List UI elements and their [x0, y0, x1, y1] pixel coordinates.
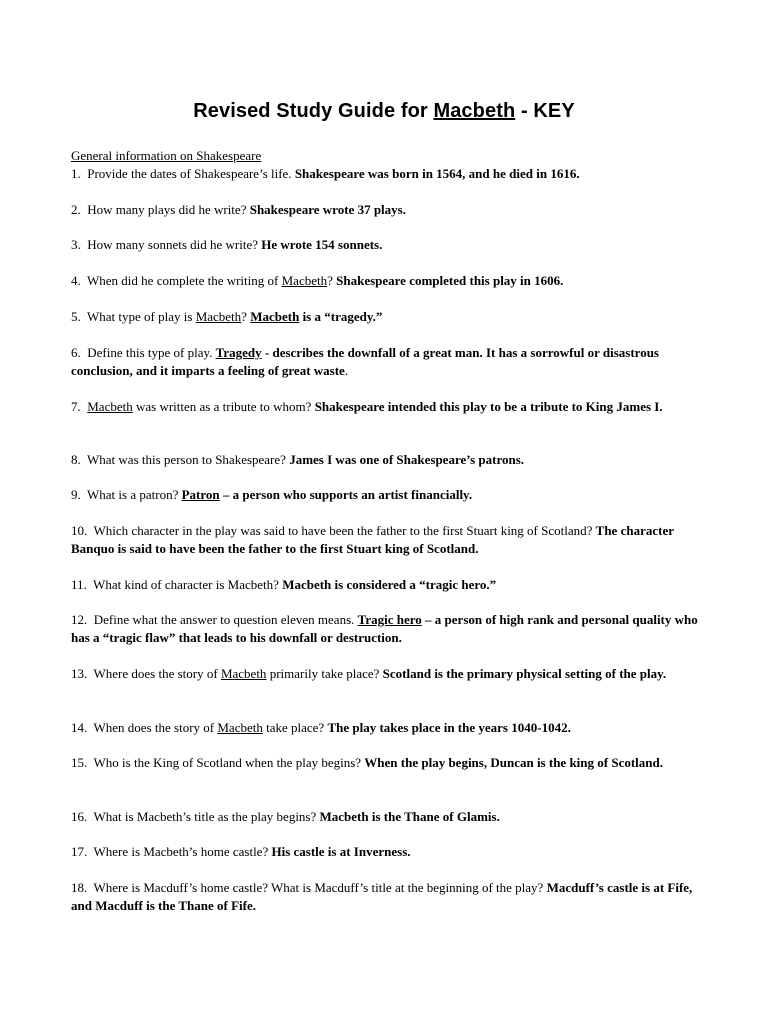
- question-number: 8.: [71, 452, 81, 467]
- answer-text: - describes the downfall of a great man. It has a sorrowful or disastrous conclusion, and it imparts a feeling of great waste: [71, 345, 659, 378]
- question-number: 4.: [71, 273, 81, 288]
- question-number: 1.: [71, 166, 81, 181]
- answer-term: Tragedy: [215, 345, 262, 360]
- title-suffix: - KEY: [515, 100, 575, 122]
- answer-text: Shakespeare was born in 1564, and he died in 1616.: [294, 166, 580, 181]
- question-text: Define what the answer to question eleven means.: [93, 612, 358, 627]
- answer-text: The character Banquo is said to have been the father to the first Stuart king of Scotland.: [71, 523, 674, 556]
- question-text: When does the story of: [93, 720, 218, 735]
- question-item: [71, 451, 711, 469]
- question-item: [71, 843, 711, 861]
- question-item: [71, 272, 711, 290]
- question-item: [71, 344, 711, 379]
- question-text: What kind of character is Macbeth?: [93, 577, 283, 592]
- answer-text: He wrote 154 sonnets.: [261, 237, 383, 252]
- question-number: 5.: [71, 309, 81, 324]
- question-number: 12.: [71, 612, 88, 627]
- question-number: 9.: [71, 487, 81, 502]
- answer-text: Macbeth is considered a “tragic hero.”: [282, 577, 497, 592]
- question-number: 7.: [71, 399, 81, 414]
- answer-text: James I was one of Shakespeare’s patrons.: [289, 452, 525, 467]
- question-play-title: Macbeth: [217, 720, 263, 735]
- page-title: [0, 100, 768, 123]
- answer-text: His castle is at Inverness.: [271, 844, 411, 859]
- question-text: take place?: [262, 720, 328, 735]
- question-text: Define this type of play.: [87, 345, 216, 360]
- question-item: [71, 808, 711, 826]
- question-text: Provide the dates of Shakespeare’s life.: [87, 166, 295, 181]
- question-item: [71, 576, 711, 594]
- question-item: [71, 201, 711, 219]
- question-item: [71, 611, 711, 646]
- question-text: How many sonnets did he write?: [87, 237, 262, 252]
- answer-text: Macbeth is the Thane of Glamis.: [319, 809, 500, 824]
- question-text: When did he complete the writing of: [87, 273, 282, 288]
- question-play-title: Macbeth: [195, 309, 242, 324]
- answer-term: Macbeth: [250, 309, 300, 324]
- title-play-name: Macbeth: [433, 100, 516, 122]
- question-text: What is a patron?: [87, 487, 182, 502]
- question-text: Where does the story of: [93, 666, 221, 681]
- question-text: Who is the King of Scotland when the play begins?: [93, 755, 365, 770]
- question-text: Where is Macbeth’s home castle?: [93, 844, 272, 859]
- question-number: 3.: [71, 237, 81, 252]
- question-text: What is Macbeth’s title as the play begins?: [93, 809, 320, 824]
- question-text: Where is Macduff’s home castle? What is Macduff’s title at the beginning of the play?: [93, 880, 547, 895]
- question-number: 15.: [71, 755, 88, 770]
- answer-text: Macduff’s castle is at Fife, and Macduff is the Thane of Fife.: [71, 880, 693, 913]
- question-item: [71, 879, 711, 914]
- answer-text: – a person of high rank and personal quality who has a “tragic flaw” that leads to his downfall or destruction.: [71, 612, 698, 645]
- question-number: 17.: [71, 844, 88, 859]
- question-item: [71, 719, 711, 737]
- question-item: [71, 236, 711, 254]
- section-heading: General information on Shakespeare: [71, 148, 262, 163]
- question-number: 14.: [71, 720, 88, 735]
- answer-term: Patron: [181, 487, 220, 502]
- question-text: What was this person to Shakespeare?: [87, 452, 290, 467]
- question-item: [71, 754, 711, 772]
- question-item: [71, 165, 711, 183]
- question-item: [71, 665, 711, 683]
- question-text: Which character in the play was said to have been the father to the first Stuart king of Scotland?: [93, 523, 596, 538]
- question-item: [71, 486, 711, 504]
- question-text: What type of play is: [87, 309, 196, 324]
- question-play-title: Macbeth: [220, 666, 267, 681]
- question-text: ?: [327, 273, 337, 288]
- question-text: primarily take place?: [266, 666, 383, 681]
- answer-text: Shakespeare intended this play to be a tribute to King James I.: [314, 399, 663, 414]
- question-number: 10.: [71, 523, 88, 538]
- question-number: 13.: [71, 666, 88, 681]
- question-play-title: Macbeth: [87, 399, 133, 414]
- answer-text: Shakespeare wrote 37 plays.: [249, 202, 406, 217]
- question-play-title: Macbeth: [281, 273, 328, 288]
- question-text: ?: [241, 309, 251, 324]
- answer-text: is a “tragedy.”: [299, 309, 383, 324]
- title-prefix: Revised Study Guide for: [193, 100, 434, 122]
- answer-term: Tragic hero: [357, 612, 422, 627]
- question-item: [71, 308, 711, 326]
- question-item: [71, 398, 711, 416]
- answer-text: – a person who supports an artist financially.: [219, 487, 473, 502]
- answer-tail: .: [344, 362, 349, 378]
- question-number: 11.: [71, 577, 87, 592]
- question-number: 2.: [71, 202, 81, 217]
- answer-text: Shakespeare completed this play in 1606.: [336, 273, 564, 288]
- answer-text: The play takes place in the years 1040-1042.: [327, 720, 571, 735]
- question-item: [71, 522, 711, 557]
- question-number: 16.: [71, 809, 88, 824]
- question-text: How many plays did he write?: [87, 202, 250, 217]
- question-number: 18.: [71, 880, 88, 895]
- question-text: was written as a tribute to whom?: [132, 399, 315, 414]
- answer-text: When the play begins, Duncan is the king of Scotland.: [364, 755, 663, 770]
- answer-text: Scotland is the primary physical setting of the play.: [382, 666, 667, 681]
- question-number: 6.: [71, 345, 81, 360]
